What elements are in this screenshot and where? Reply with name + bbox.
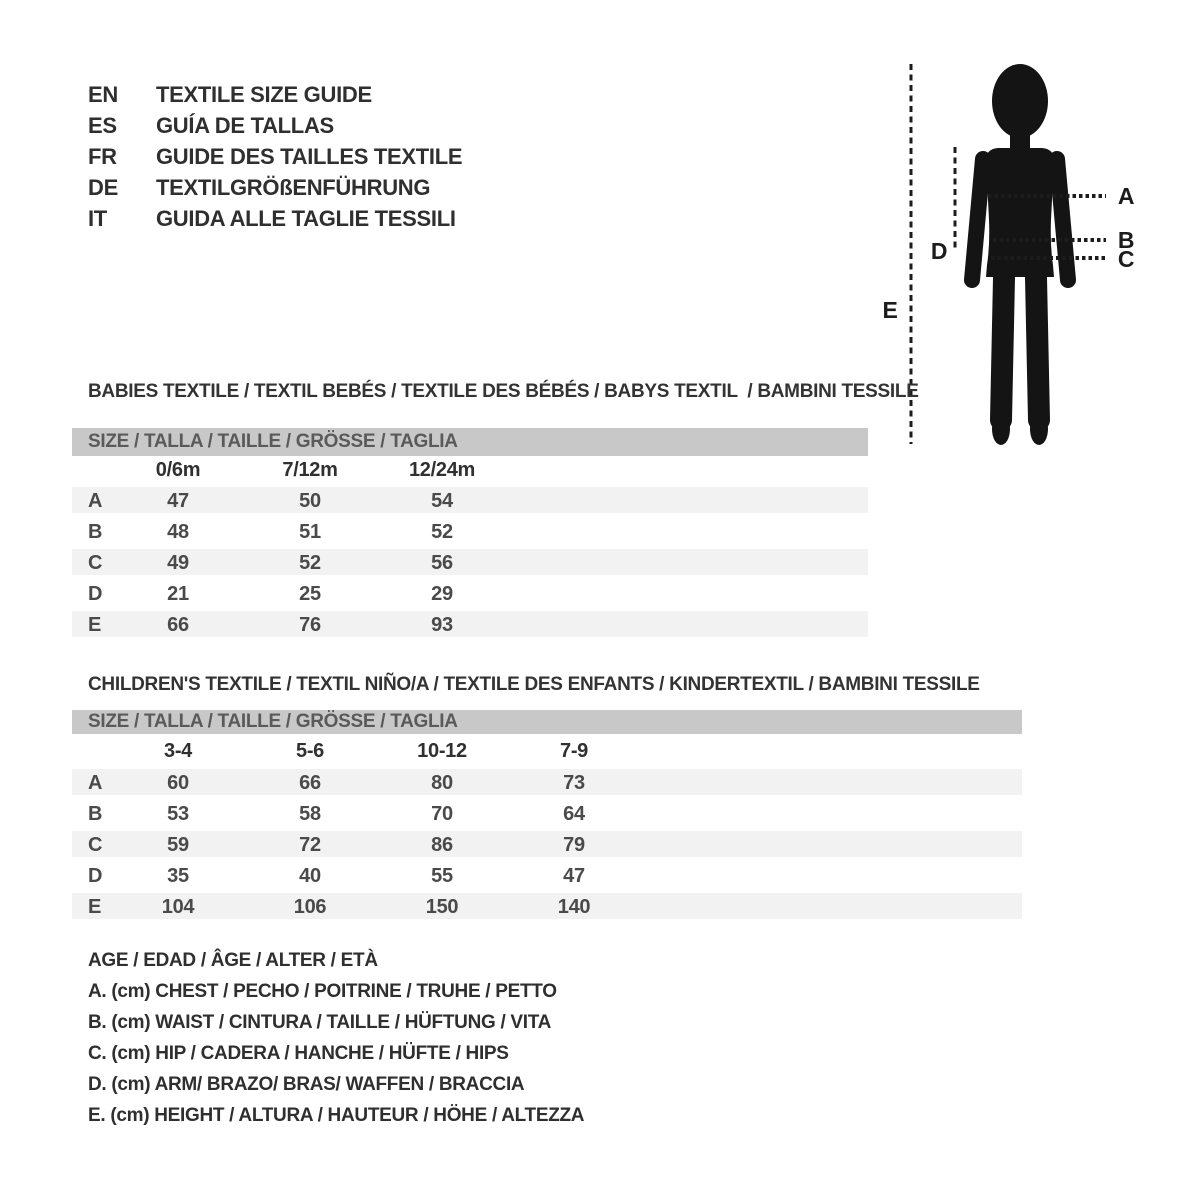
row-label: B — [88, 521, 103, 543]
cell: 72 — [299, 834, 321, 856]
cell: 56 — [431, 552, 453, 574]
row-label: D — [88, 583, 103, 605]
cell: 35 — [167, 865, 189, 887]
cell: 140 — [557, 896, 591, 918]
cell: 86 — [431, 834, 453, 856]
cell: 55 — [431, 865, 453, 887]
cell: 50 — [299, 490, 321, 512]
cell: 53 — [167, 803, 189, 825]
cell: 66 — [299, 772, 321, 794]
cell: 40 — [299, 865, 321, 887]
cell: 48 — [167, 521, 189, 543]
cell: 21 — [167, 583, 189, 605]
language-code: ES — [88, 112, 117, 138]
left-foot — [992, 413, 1010, 445]
table-row — [72, 831, 1022, 862]
cell: 54 — [431, 490, 453, 512]
cell: 58 — [299, 803, 321, 825]
language-title: TEXTILE SIZE GUIDE — [156, 81, 372, 107]
size-header-label: SIZE / TALLA / TAILLE / GRÖSSE / TAGLIA — [88, 711, 458, 732]
row-label: E — [88, 896, 102, 918]
table-row — [72, 769, 1022, 800]
column-header: 5-6 — [295, 740, 325, 762]
waist-label: B — [1117, 227, 1135, 253]
cell: 93 — [431, 614, 453, 636]
table-row — [72, 862, 1022, 893]
cell: 70 — [431, 803, 453, 825]
cell: 60 — [167, 772, 189, 794]
language-title: GUIDE DES TAILLES TEXTILE — [156, 143, 463, 169]
size-header-label: SIZE / TALLA / TAILLE / GRÖSSE / TAGLIA — [88, 431, 458, 452]
language-title: GUIDA ALLE TAGLIE TESSILI — [156, 205, 456, 231]
babies-size-header-bar — [72, 428, 868, 456]
cell: 79 — [563, 834, 585, 856]
language-row-it — [88, 203, 462, 234]
legend-line-age: AGE / EDAD / ÂGE / ALTER / ETÀ — [88, 950, 378, 971]
right-foot — [1030, 413, 1048, 445]
legend-line-height: E. (cm) HEIGHT / ALTURA / HAUTEUR / HÖHE / ALTEZZA — [88, 1105, 585, 1126]
chest-label: A — [1117, 183, 1135, 209]
cell: 49 — [167, 552, 189, 574]
row-label: A — [88, 772, 103, 794]
column-header: 7-9 — [559, 740, 589, 762]
children-section-title: CHILDREN'S TEXTILE / TEXTIL NIÑO/A / TEXTILE DES ENFANTS / KINDERTEXTIL / BAMBINI TESSILE — [88, 674, 980, 695]
column-header: 10-12 — [417, 740, 467, 762]
children-column-headers — [72, 734, 1022, 769]
right-leg — [1036, 278, 1039, 420]
legend-line-hip: C. (cm) HIP / CADERA / HANCHE / HÜFTE / HIPS — [88, 1043, 509, 1064]
table-row — [72, 549, 868, 580]
language-title: TEXTILGRÖßENFÜHRUNG — [156, 174, 431, 200]
row-label: C — [88, 834, 103, 856]
row-label: D — [88, 865, 103, 887]
cell: 52 — [431, 521, 453, 543]
table-row — [72, 487, 868, 518]
language-title: GUÍA DE TALLAS — [156, 112, 334, 138]
language-row-en — [88, 79, 462, 110]
children-size-table — [72, 710, 1022, 924]
measurement-legend — [88, 945, 584, 1131]
language-code: FR — [88, 143, 117, 169]
language-row-fr — [88, 141, 462, 172]
cell: 47 — [167, 490, 189, 512]
babies-section-title: BABIES TEXTILE / TEXTIL BEBÉS / TEXTILE DES BÉBÉS / BABYS TEXTIL / BAMBINI TESSILE — [88, 381, 919, 402]
cell: 150 — [425, 896, 459, 918]
cell: 66 — [167, 614, 189, 636]
arm-label: D — [930, 238, 948, 264]
cell: 104 — [161, 896, 195, 918]
cell: 29 — [431, 583, 453, 605]
column-header: 7/12m — [282, 459, 338, 481]
cell: 25 — [299, 583, 321, 605]
left-leg — [1001, 278, 1004, 420]
legend-line-arm: D. (cm) ARM/ BRAZO/ BRAS/ WAFFEN / BRACCIA — [88, 1074, 525, 1095]
language-code: IT — [88, 205, 107, 231]
cell: 106 — [293, 896, 327, 918]
cell: 52 — [299, 552, 321, 574]
row-label: B — [88, 803, 103, 825]
table-row — [72, 518, 868, 549]
hip-label: C — [1117, 246, 1135, 272]
babies-size-table — [72, 428, 868, 642]
table-row — [72, 611, 868, 642]
column-header: 3-4 — [163, 740, 193, 762]
cell: 73 — [563, 772, 585, 794]
cell: 59 — [167, 834, 189, 856]
language-list — [88, 79, 462, 234]
cell: 80 — [431, 772, 453, 794]
right-arm — [1057, 159, 1068, 280]
left-arm — [972, 159, 983, 280]
cell: 47 — [563, 865, 585, 887]
row-label: C — [88, 552, 103, 574]
height-label: E — [882, 297, 898, 323]
child-silhouette — [972, 64, 1068, 445]
language-row-es — [88, 110, 462, 141]
cell: 76 — [299, 614, 321, 636]
column-header: 12/24m — [408, 459, 476, 481]
legend-line-waist: B. (cm) WAIST / CINTURA / TAILLE / HÜFTUNG / VITA — [88, 1012, 552, 1033]
row-label: A — [88, 490, 103, 512]
row-label: E — [88, 614, 102, 636]
cell: 51 — [299, 521, 321, 543]
cell: 64 — [563, 803, 585, 825]
language-code: EN — [88, 81, 118, 107]
table-row — [72, 800, 1022, 831]
table-row — [72, 580, 868, 611]
legend-line-chest: A. (cm) CHEST / PECHO / POITRINE / TRUHE / PETTO — [88, 981, 557, 1002]
table-row — [72, 893, 1022, 924]
language-code: DE — [88, 174, 118, 200]
babies-column-headers — [72, 456, 868, 487]
column-header: 0/6m — [155, 459, 201, 481]
language-row-de — [88, 172, 462, 203]
children-size-header-bar — [72, 710, 1022, 734]
